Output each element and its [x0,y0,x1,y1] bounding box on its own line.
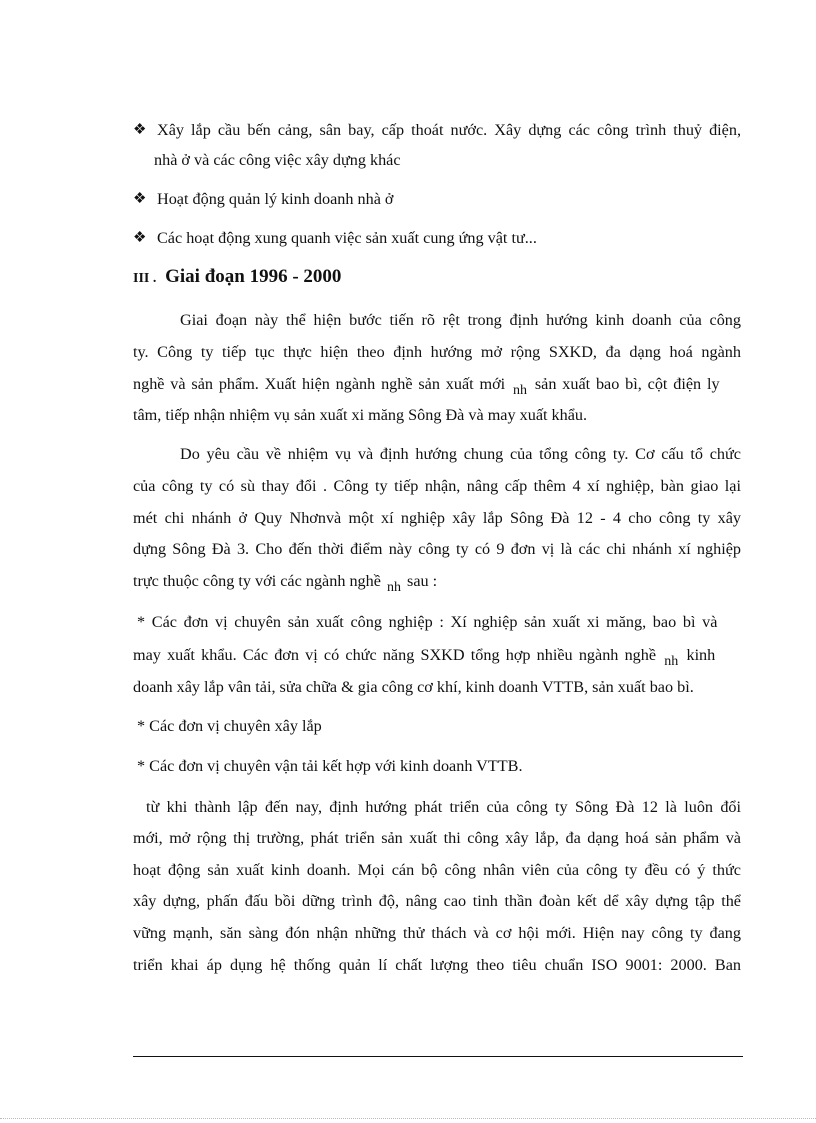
bullet-2-text: Hoạt động quản lý kinh doanh nhà ở [157,190,394,208]
para2-line-4: dựng Sông Đà 3. Cho đến thời điểm này công ty có 9 đơn vị là các chi nhánh xí nghiệp [133,540,741,558]
para3-line-2-end: kinh [686,646,716,664]
para1-line-2: ty. Công ty tiếp tục thực hiện theo định hướng mở rộng SXKD, đa dạng hoá ngành [133,343,741,361]
para2-line-1: Do yêu cầu về nhiệm vụ và định hướng chung của tổng công ty. Cơ cấu tổ chức [180,445,741,463]
star-item-1-text: Các đơn vị chuyên xây lắp [149,717,322,735]
para3-line-1 [137,612,717,632]
bullet-1-line-1: Xây lắp cầu bến cảng, sân bay, cấp thoát nước. Xây dựng các công trình thuỷ điện, [157,121,741,139]
para1-subscript: nh [513,383,527,398]
para4-line-4: xây dựng, phấn đấu bồi dững trình độ, nâng cao tinh thần đoàn kết dể xây dựng tập thể [133,892,741,910]
para3-line-2 [133,645,715,667]
star-bullet-icon: * [137,613,146,631]
para2-line-2: của công ty có sù thay đổi . Công ty tiếp nhận, nâng cấp thêm 4 xí nghiệp, bàn giao lại [133,477,741,495]
bullet-1-line-2: nhà ở và các công việc xây dựng khác [154,151,401,169]
para4-line-2: mới, mở rộng thị trường, phát triển sản xuất thi công xây lắp, đa dạng hoá sản phẩm và [133,829,741,847]
para3-line-3: doanh xây lắp vân tải, sửa chữa & gia công cơ khí, kinh doanh VTTB, sản xuất bao bì. [133,678,694,696]
para4-line-6: triển khai áp dụng hệ thống quản lí chất lượng theo tiêu chuẩn ISO 9001: 2000. Ban [133,956,741,974]
para1-line-3-start: nghề và sản phẩm. Xuất hiện ngành nghề sản xuất mới [133,375,506,393]
star-bullet-icon: * [137,717,146,735]
star-item-2-text: Các đơn vị chuyên vận tải kết hợp với kinh doanh VTTB. [149,757,523,775]
para2-line-3: mét chi nhánh ở Quy Nhơnvà một xí nghiệp xây lắp Sông Đà 12 - 4 cho công ty xây [133,509,741,527]
para3-line-1-text: Các đơn vị chuyên sản xuất công nghiệp : Xí nghiệp sản xuất xi măng, bao bì và [151,613,718,631]
diamond-bullet-icon: ❖ [133,191,147,207]
para1-line-1: Giai đoạn này thể hiện bước tiến rõ rệt trong định hướng kinh doanh của công [180,311,741,329]
page-bottom-divider [0,1118,816,1119]
star-bullet-icon: * [137,757,146,775]
diamond-bullet-icon: ❖ [133,230,147,246]
para3-line-2-start: may xuất khẩu. Các đơn vị có chức năng SXKD tổng hợp nhiều ngành nghề [133,646,657,664]
section-title: Giai đoạn 1996 - 2000 [165,266,342,287]
para2-line-5 [133,571,437,593]
star-item-2 [137,756,523,776]
para4-line-3: hoạt động sản xuất kinh doanh. Mọi cán bộ công nhân viên của công ty đều có ý thức [133,861,741,879]
para2-subscript: nh [386,580,401,595]
star-item-1 [137,716,322,736]
diamond-bullet-icon: ❖ [133,122,147,138]
para1-line-3 [133,374,720,396]
bullet-3-text: Các hoạt động xung quanh việc sản xuất cung ứng vật tư... [157,229,537,247]
para3-subscript: nh [664,654,679,669]
footer-rule [133,1056,743,1057]
section-number: III . [133,271,157,286]
para2-line-5-end: sau : [407,572,438,590]
para1-line-3-end: sản xuất bao bì, cột điện ly [534,375,720,393]
para1-line-4: tâm, tiếp nhận nhiệm vụ sản xuất xi măng Sông Đà và may xuất khẩu. [133,406,588,424]
section-heading [133,265,341,291]
para4-line-5: vững mạnh, săn sàng đón nhận những thử thách và cơ hội mới. Hiện nay công ty đang [133,924,741,942]
para2-line-5-start: trực thuộc công ty với các ngành nghề [133,572,381,590]
para4-line-1: từ khi thành lập đến nay, định hướng phát triển của công ty Sông Đà 12 là luôn đổi [146,798,741,816]
